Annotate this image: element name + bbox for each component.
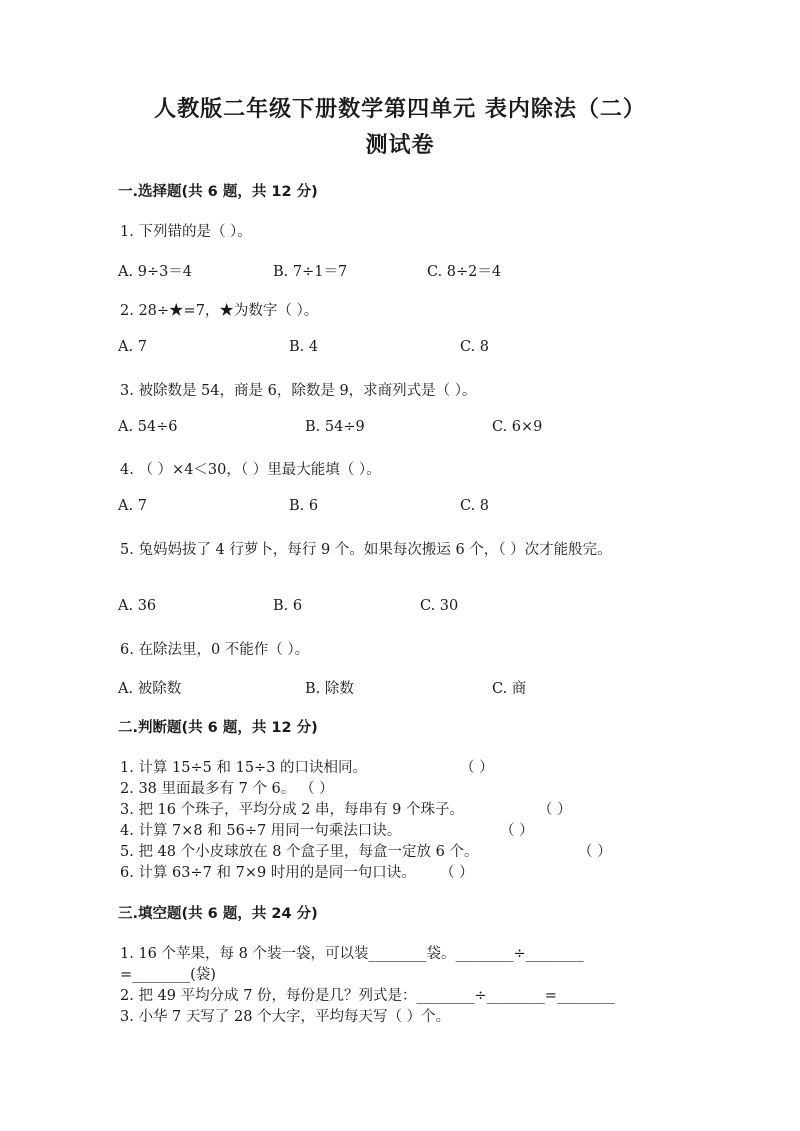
fill-blank-line: 1. 16 个苹果，每 8 个装一袋，可以装________袋。________÷________ [120,946,584,962]
option-b: B. 54÷9 [305,419,365,435]
judgement-item [120,756,367,777]
judgement-text: 5. 把 48 个小皮球放在 8 个盒子里，每盒一定放 6 个。 [120,844,479,860]
answer-paren: （ ） [500,823,534,839]
answer-paren: （ ） [300,781,334,797]
judgement-text: 3. 把 16 个珠子，平均分成 2 串，每串有 9 个珠子。 [120,802,464,818]
judgement-item [120,819,401,840]
judgement-text: 2. 38 里面最多有 7 个 6。 [120,781,296,797]
judgement-text: 6. 计算 63÷7 和 7×9 时用的是同一句口诀。 [120,865,416,881]
answer-paren: （ ） [460,760,494,776]
fill-blank-line: 2. 把 49 平均分成 7 份，每份是几？列式是：________÷________=________ [120,988,615,1004]
question-stem: 3. 被除数是 54，商是 6，除数是 9，求商列式是（ ）。 [120,383,477,399]
answer-paren: （ ） [440,865,474,881]
option-c: C. 30 [420,598,459,614]
fill-blank-line: 3. 小华 7 天写了 28 个大字，平均每天写（ ）个。 [120,1009,451,1025]
answer-paren: （ ） [538,802,572,818]
option-b: B. 7÷1＝7 [273,264,348,280]
option-c: C. 6×9 [492,419,543,435]
option-c: C. 8 [460,339,490,355]
question-stem: 4. （ ）×4＜30，（ ）里最大能填（ ）。 [120,462,381,478]
section-heading-judgement: 二.判断题(共 6 题，共 12 分) [118,720,318,736]
option-c: C. 8÷2＝4 [427,264,502,280]
judgement-item [120,777,295,798]
option-b: B. 除数 [305,681,354,697]
option-c: C. 商 [492,681,527,697]
judgement-item [120,798,464,819]
option-b: B. 6 [273,598,303,614]
page-title: 人教版二年级下册数学第四单元 表内除法（二） [154,96,646,122]
judgement-text: 4. 计算 7×8 和 56÷7 用同一句乘法口诀。 [120,823,402,839]
option-a: A. 36 [118,598,157,614]
option-a: A. 7 [118,498,147,514]
page-subtitle: 测试卷 [365,132,435,158]
option-a: A. 54÷6 [118,419,178,435]
option-a: A. 7 [118,339,147,355]
option-b: B. 4 [289,339,319,355]
question-stem: 6. 在除法里，0 不能作（ ）。 [120,642,310,658]
question-stem: 1. 下列错的是（ ）。 [120,224,252,240]
option-a: A. 被除数 [118,681,182,697]
option-c: C. 8 [460,498,490,514]
judgement-item [120,861,416,882]
answer-paren: （ ） [578,844,612,860]
question-stem: 2. 28÷★=7，★为数字（ ）。 [120,303,319,319]
section-heading-choice: 一.选择题(共 6 题，共 12 分) [118,184,318,200]
option-b: B. 6 [289,498,319,514]
question-stem: 5. 兔妈妈拔了 4 行萝卜，每行 9 个。如果每次搬运 6 个，（ ）次才能般完。 [120,542,612,558]
judgement-item [120,840,479,861]
judgement-text: 1. 计算 15÷5 和 15÷3 的口诀相同。 [120,760,368,776]
fill-blank-line: =________(袋) [120,967,216,983]
option-a: A. 9÷3＝4 [118,264,193,280]
section-heading-fill-blank: 三.填空题(共 6 题，共 24 分) [118,906,318,922]
